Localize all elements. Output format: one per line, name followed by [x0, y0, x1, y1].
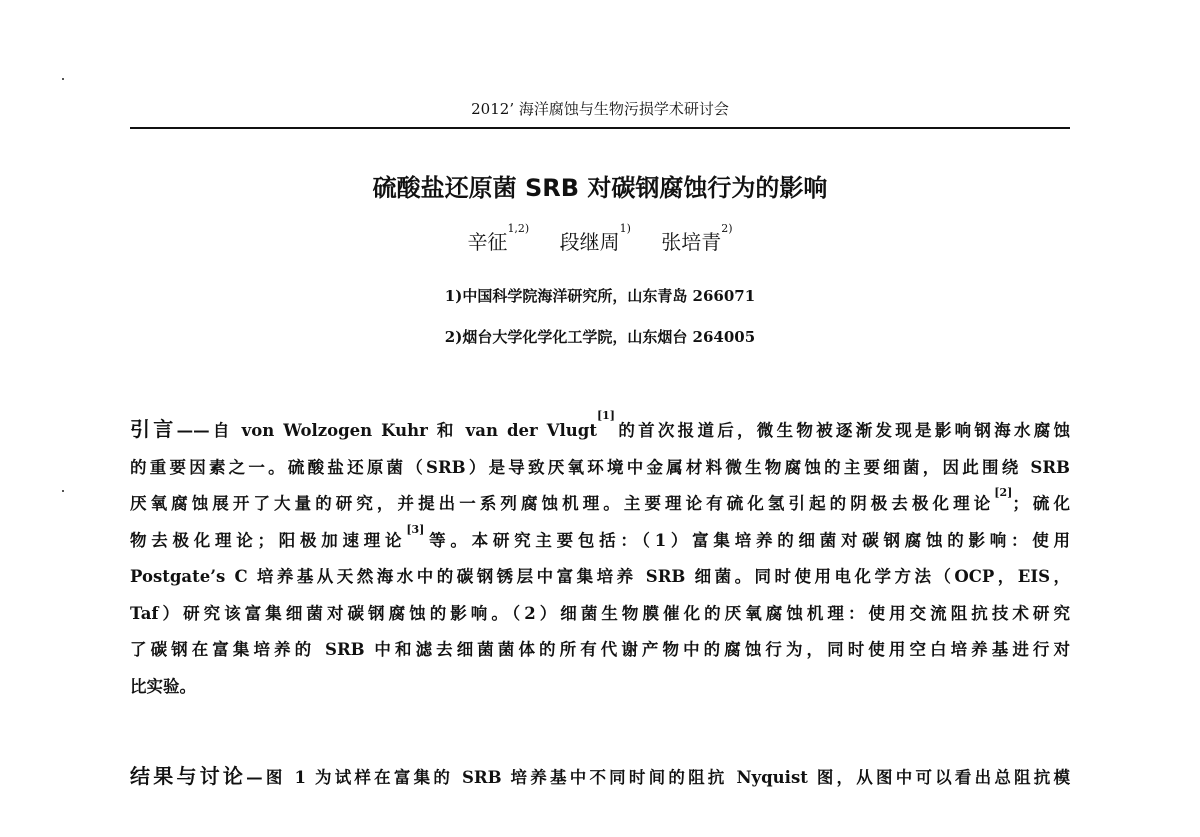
affiliation-mark: 2) — [721, 222, 733, 235]
citation: [1] — [596, 409, 616, 422]
intro-line: 比实验。 — [130, 677, 196, 696]
header-rule — [130, 127, 1070, 129]
text: —图 1 为试样在富集的 SRB 培养基中不同时间的阻抗 Nyquist 图，从图中可以看出总阻抗模 — [246, 768, 1071, 787]
scan-speck — [62, 78, 64, 80]
text: 物去极化理论；阳极加速理论 — [130, 531, 407, 550]
intro-line: Postgate’s C 培养基从天然海水中的碳钢锈层中富集培养 SRB 细菌。同时使用电化学方法（OCP，EIS， — [130, 567, 1070, 586]
author — [661, 222, 733, 254]
affiliation-1: 1)中国科学院海洋研究所，山东青岛 266071 — [444, 287, 756, 305]
affiliation-2: 2)烟台大学化学化工学院，山东烟台 264005 — [444, 328, 756, 346]
intro-line: Taf）研究该富集细菌对碳钢腐蚀的影响。（2）细菌生物膜催化的厌氧腐蚀机理：使用交流阻抗技术研究 — [130, 604, 1070, 623]
text: ；硫化 — [1012, 494, 1071, 513]
author-name: 张培青 — [661, 230, 722, 254]
affiliation-mark: 1) — [619, 222, 631, 235]
affiliation-mark: 1,2) — [507, 222, 530, 235]
author — [467, 222, 530, 254]
intro-line: 了碳钢在富集培养的 SRB 中和滤去细菌菌体的所有代谢产物中的腐蚀行为，同时使用空白培养基进行对 — [130, 640, 1070, 659]
author — [559, 222, 631, 254]
section-heading-intro: 引言 — [130, 417, 177, 441]
intro-line — [130, 409, 1071, 442]
text: 等。本研究主要包括：（1）富集培养的细菌对碳钢腐蚀的影响：使用 — [424, 531, 1071, 550]
intro-line: 的重要因素之一。硫酸盐还原菌（SRB）是导致厌氧环境中金属材料微生物腐蚀的主要细菌，因此围绕 SRB — [130, 458, 1070, 477]
citation: [2] — [994, 486, 1013, 499]
intro-line — [130, 523, 1071, 551]
intro-line — [130, 486, 1071, 514]
section-heading-results: 结果与讨论 — [130, 764, 247, 788]
text: ——自 von Wolzogen Kuhr 和 van der Vlugt — [176, 421, 597, 440]
text: 厌氧腐蚀展开了大量的研究，并提出一系列腐蚀机理。主要理论有硫化氢引起的阴极去极化理论 — [130, 494, 995, 513]
author-name: 辛征 — [467, 230, 508, 254]
results-line — [130, 760, 1070, 789]
scan-speck — [62, 490, 64, 492]
running-header: 2012’ 海洋腐蚀与生物污损学术研讨会 — [471, 100, 729, 118]
author-name: 段继周 — [559, 230, 620, 254]
author-list — [130, 222, 1070, 255]
citation: [3] — [406, 523, 425, 536]
paper-title: 硫酸盐还原菌 SRB 对碳钢腐蚀行为的影响 — [372, 174, 828, 202]
text: 的首次报道后，微生物被逐渐发现是影响钢海水腐蚀 — [615, 421, 1071, 440]
